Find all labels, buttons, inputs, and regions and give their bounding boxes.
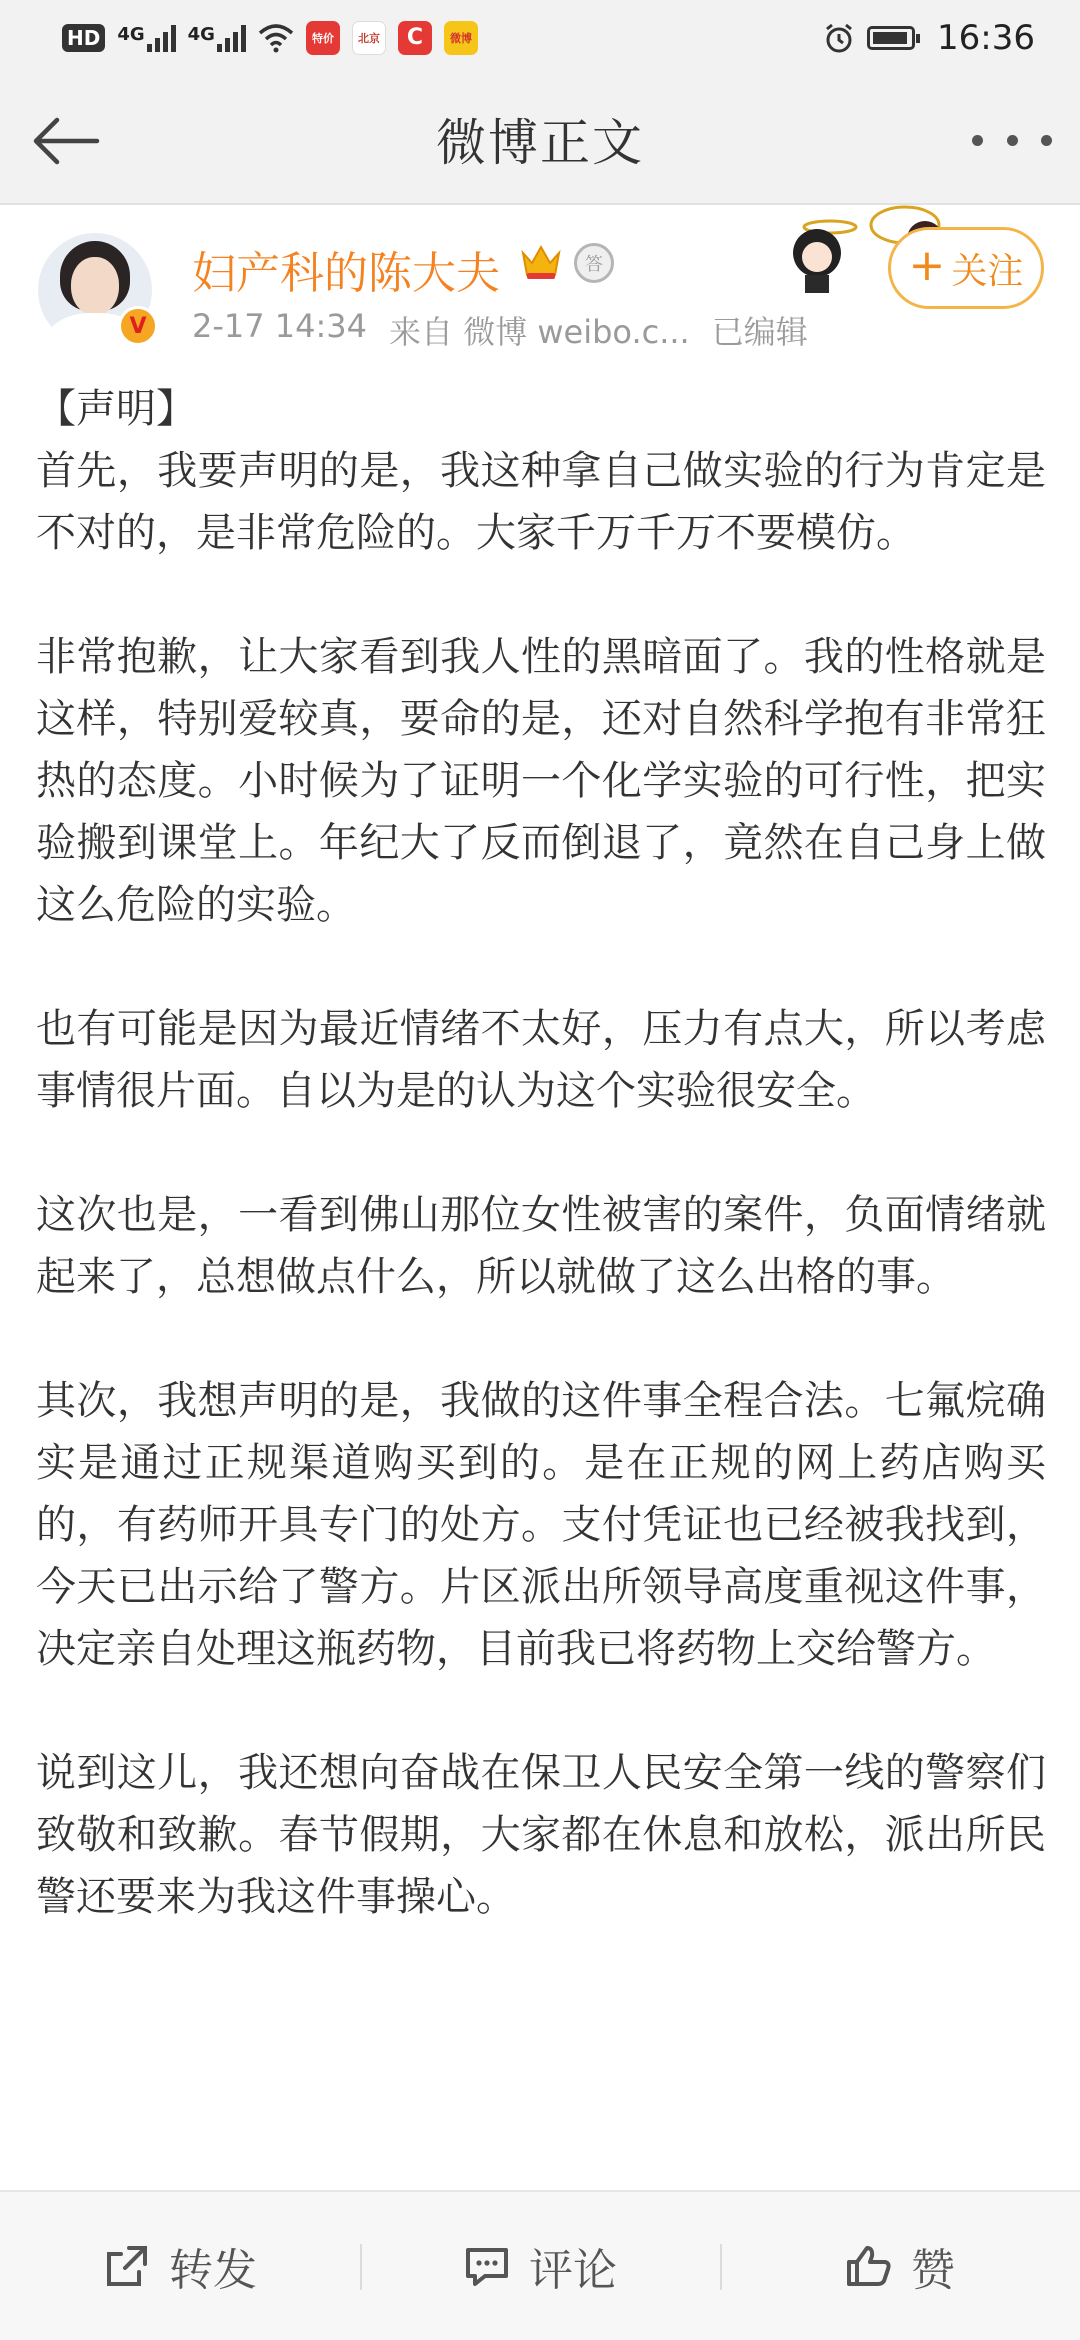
status-bar: [0, 0, 1080, 75]
more-dots-icon: [972, 135, 983, 146]
medal-icon: 答: [574, 243, 614, 283]
crown-icon: [520, 243, 562, 281]
post-paragraph: 首先，我要声明的是，我这种拿自己做实验的行为肯定是不对的，是非常危险的。大家千万千万不要模仿。: [36, 448, 1046, 556]
post-source: 来自 微博 weibo.c...: [389, 313, 690, 351]
app-badge-icon: 北京: [352, 21, 386, 55]
comment-button[interactable]: [360, 2192, 720, 2340]
nav-bar: [0, 75, 1080, 205]
page-title: 微博正文: [436, 114, 644, 172]
repost-button[interactable]: [0, 2192, 360, 2340]
arrow-left-icon: [31, 116, 101, 166]
edited-label: 已编辑: [711, 313, 808, 351]
post-timestamp: 2-17 14:34: [192, 307, 368, 345]
status-time: 16:36: [937, 17, 1035, 58]
share-icon: [103, 2242, 151, 2290]
network-type-label: 4G: [117, 23, 145, 45]
thumbs-up-icon: [845, 2242, 893, 2290]
post-paragraph: 这次也是，一看到佛山那位女性被害的案件，负面情绪就起来了，总想做点什么，所以就做了这么出格的事。: [36, 1192, 1046, 1300]
post-paragraph: 非常抱歉，让大家看到我人性的黑暗面了。我的性格就是这样，特别爱较真，要命的是，还对自然科学抱有非常狂热的态度。小时候为了证明一个化学实验的可行性，把实验搬到课堂上。年纪大了反而倒退了，竟然在自己身上做这么危险的实验。: [36, 634, 1046, 928]
repost-label: 转发: [169, 2245, 257, 2296]
weibo-app-icon: 微博: [444, 21, 478, 55]
signal-icon: [117, 24, 175, 52]
hd-tag: HD: [62, 24, 105, 52]
verified-badge-icon: V: [118, 306, 158, 346]
more-button[interactable]: [972, 115, 1052, 165]
post-meta: [192, 307, 808, 353]
comment-label: 评论: [529, 2245, 617, 2296]
status-left: [62, 21, 478, 55]
comment-icon: [463, 2242, 511, 2290]
status-right: [823, 18, 1035, 58]
author-name[interactable]: 妇产科的陈大夫: [192, 248, 500, 299]
app-badge-icon: C: [398, 21, 432, 55]
bottom-toolbar: [0, 2190, 1080, 2340]
follow-button[interactable]: [888, 227, 1044, 309]
like-label: 赞: [911, 2245, 955, 2296]
author-header: [0, 205, 1080, 360]
battery-icon: [867, 26, 915, 50]
wifi-icon: [258, 23, 294, 53]
follow-label: 关注: [951, 250, 1024, 292]
network-type-label: 4G: [187, 23, 215, 45]
post-body: [36, 378, 1046, 1990]
plus-icon: +: [908, 240, 946, 291]
post-paragraph: 说到这儿，我还想向奋战在保卫人民安全第一线的警察们致敬和致歉。春节假期，大家都在休息和放松，派出所民警还要来为我这件事操心。: [36, 1750, 1046, 1920]
alarm-icon: [823, 22, 855, 54]
back-button[interactable]: [26, 109, 106, 173]
signal-icon: [188, 24, 246, 52]
post-heading: 【声明】: [36, 386, 196, 432]
post-paragraph: 也有可能是因为最近情绪不太好，压力有点大，所以考虑事情很片面。自以为是的认为这个实验很安全。: [36, 1006, 1046, 1114]
post-paragraph: 其次，我想声明的是，我做的这件事全程合法。七氟烷确实是通过正规渠道购买到的。是在正规的网上药店购买的，有药师开具专门的处方。支付凭证也已经被我找到，今天已出示给了警方。片区派出所领导高度重视这件事，决定亲自处理这瓶药物，目前我已将药物上交给警方。: [36, 1378, 1046, 1672]
like-button[interactable]: [720, 2192, 1080, 2340]
app-badge-icon: 特价: [306, 21, 340, 55]
